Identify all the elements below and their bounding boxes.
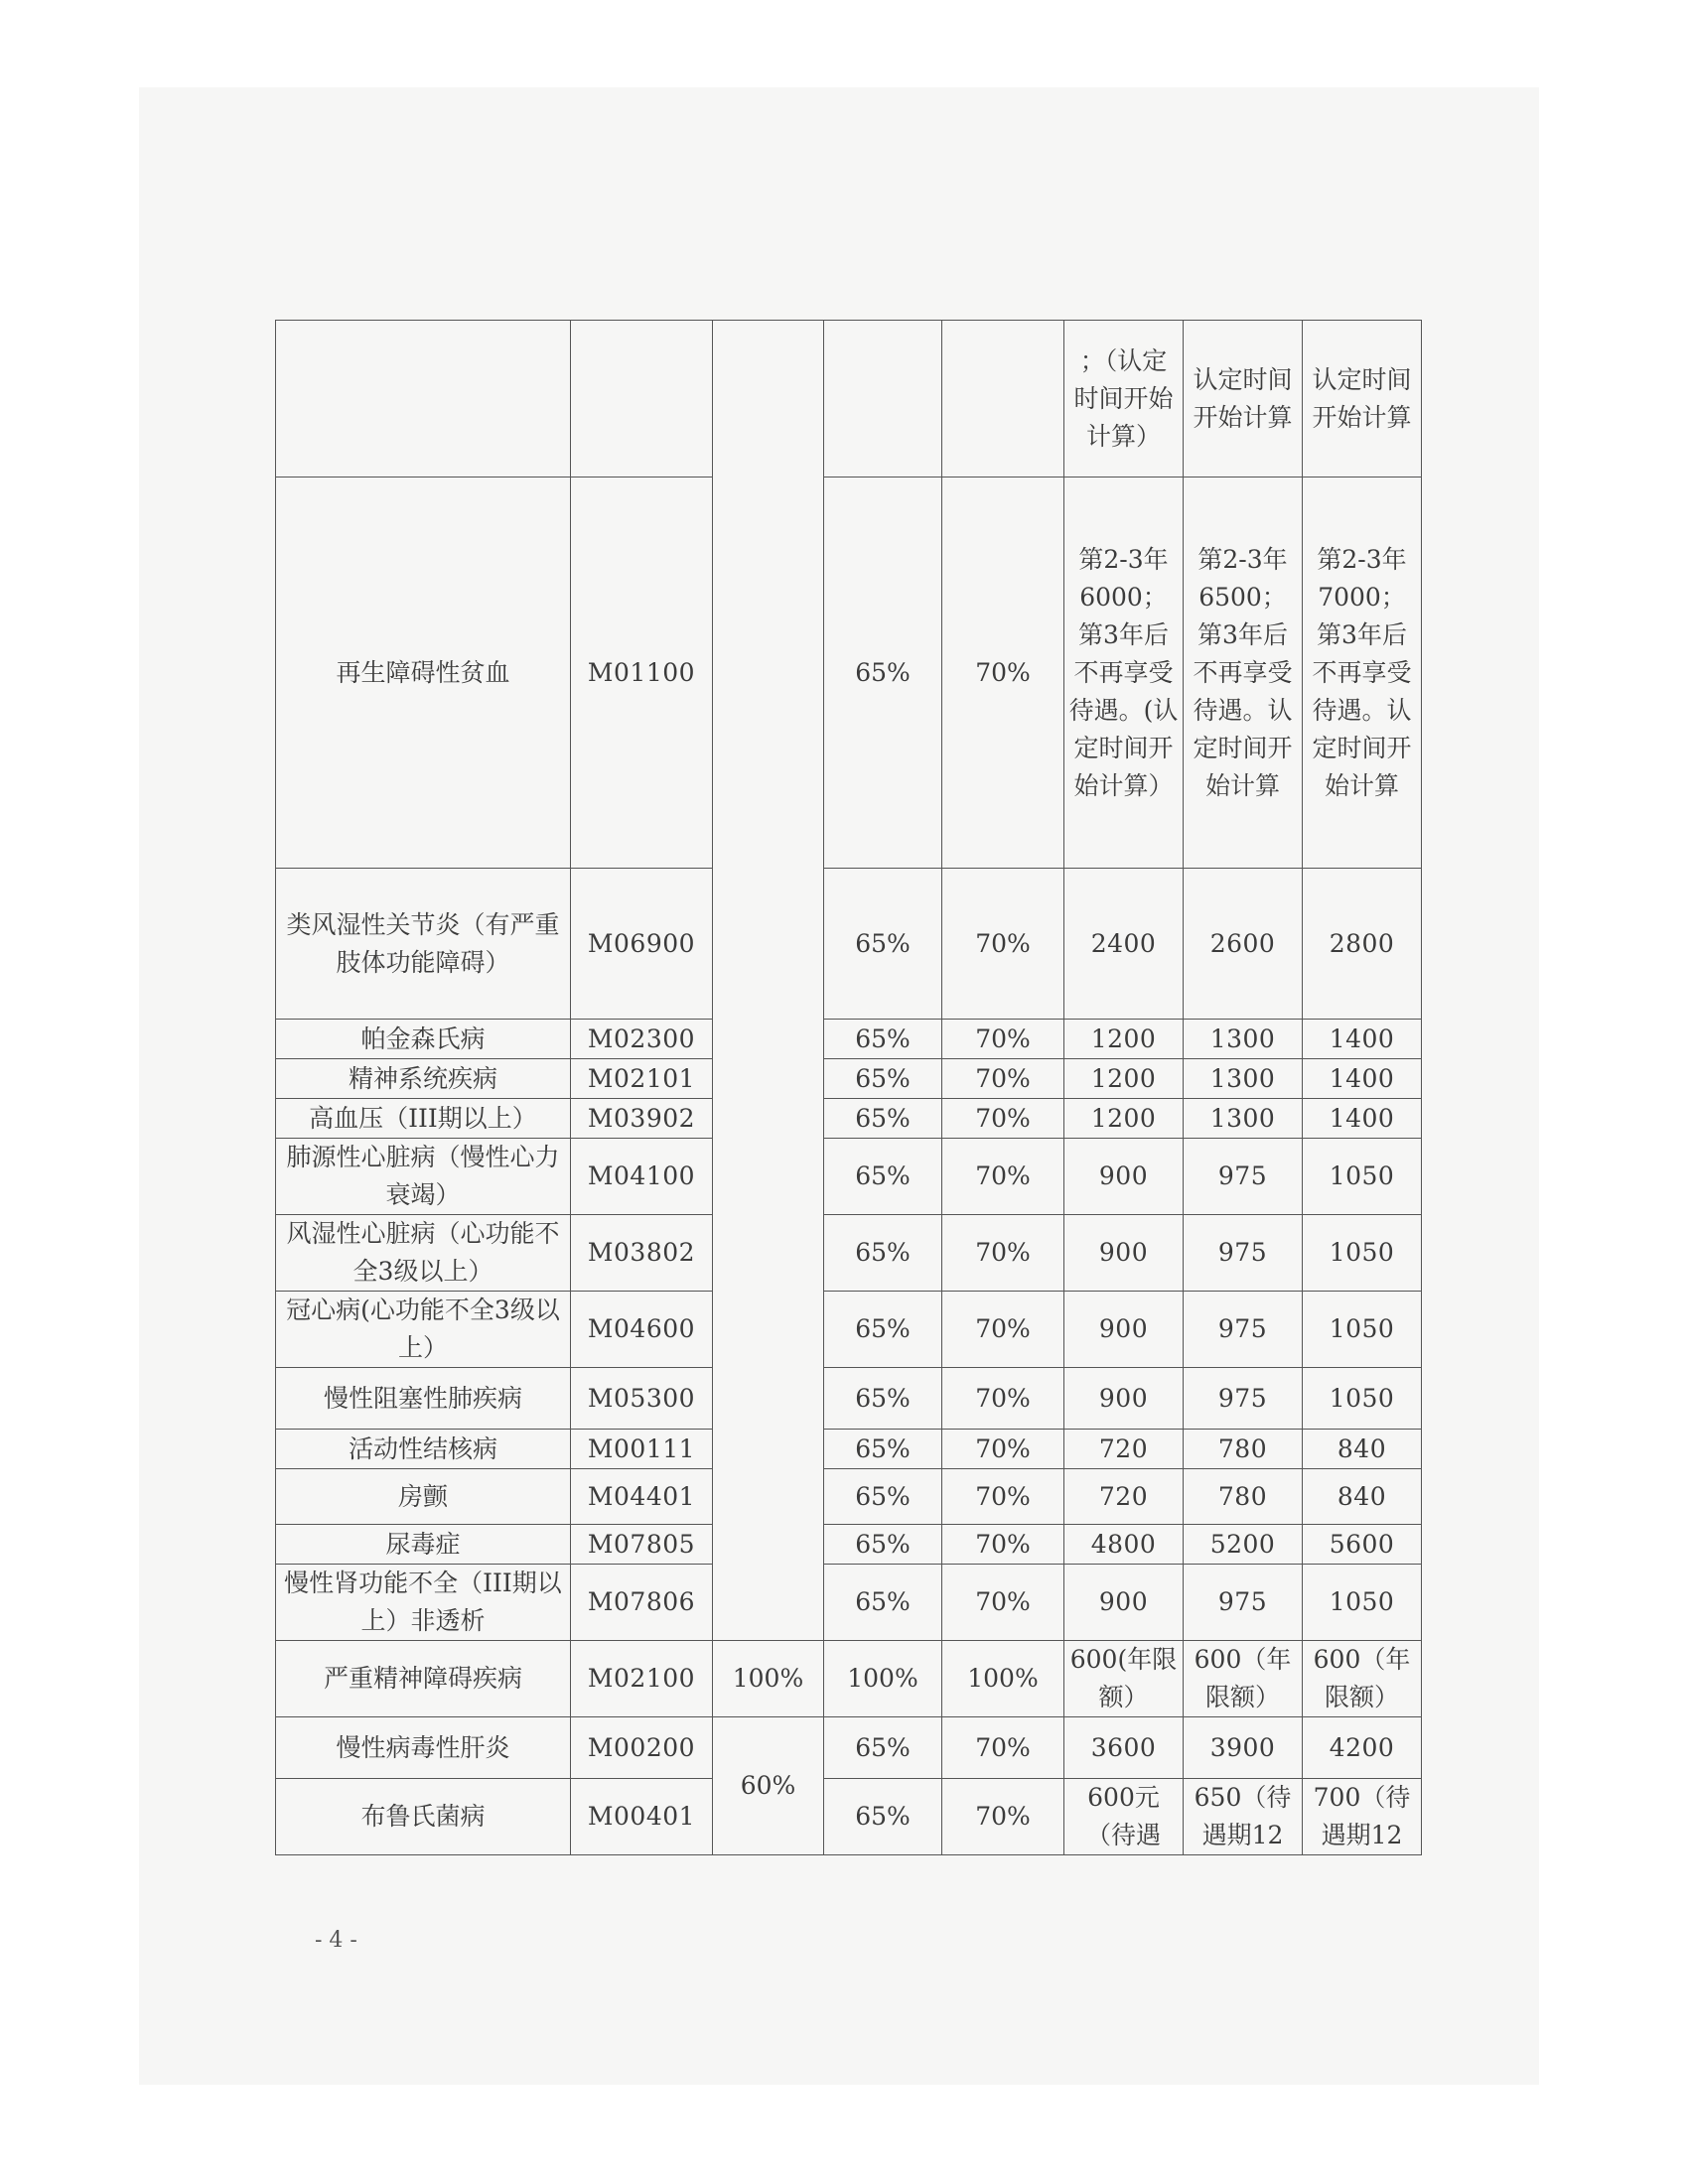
code-cell: M04100 xyxy=(571,1139,713,1215)
limit-cell: 1400 xyxy=(1303,1059,1422,1099)
table-row xyxy=(276,1215,1422,1292)
limit-cell: 780 xyxy=(1184,1469,1303,1525)
limit-cell: 3600 xyxy=(1064,1717,1184,1779)
rate-cell: 65% xyxy=(824,1469,942,1525)
limit-cell: 600（年限额） xyxy=(1303,1641,1422,1717)
code-cell: M07805 xyxy=(571,1525,713,1565)
table-row xyxy=(276,1565,1422,1641)
limit-cell: 720 xyxy=(1064,1469,1184,1525)
limit-cell: 认定时间开始计算 xyxy=(1303,321,1422,478)
code-cell: M06900 xyxy=(571,869,713,1020)
disease-name-cell: 风湿性心脏病（心功能不全3级以上） xyxy=(276,1215,571,1292)
limit-cell: 720 xyxy=(1064,1430,1184,1469)
code-cell: M00401 xyxy=(571,1779,713,1855)
limit-cell: 4800 xyxy=(1064,1525,1184,1565)
limit-cell: 1200 xyxy=(1064,1020,1184,1059)
code-cell: M04600 xyxy=(571,1292,713,1368)
rate-cell: 70% xyxy=(942,1717,1064,1779)
code-cell: M02300 xyxy=(571,1020,713,1059)
limit-cell: 3900 xyxy=(1184,1717,1303,1779)
limit-cell: 600（年限额） xyxy=(1184,1641,1303,1717)
table-row xyxy=(276,1779,1422,1855)
disease-name-cell: 帕金森氏病 xyxy=(276,1020,571,1059)
rate-cell: 65% xyxy=(824,1215,942,1292)
disease-name-cell: 活动性结核病 xyxy=(276,1430,571,1469)
limit-cell: 4200 xyxy=(1303,1717,1422,1779)
rate-cell: 70% xyxy=(942,1779,1064,1855)
disease-name-cell: 精神系统疾病 xyxy=(276,1059,571,1099)
rate-cell xyxy=(942,321,1064,478)
code-cell: M03902 xyxy=(571,1099,713,1139)
rate-cell: 65% xyxy=(824,1059,942,1099)
table-row xyxy=(276,1292,1422,1368)
code-cell xyxy=(571,321,713,478)
limit-cell: 900 xyxy=(1064,1139,1184,1215)
code-cell: M04401 xyxy=(571,1469,713,1525)
limit-cell: 1300 xyxy=(1184,1059,1303,1099)
rate-cell: 70% xyxy=(942,1430,1064,1469)
limit-cell: 1050 xyxy=(1303,1292,1422,1368)
limit-cell: 840 xyxy=(1303,1430,1422,1469)
limit-cell: 1300 xyxy=(1184,1020,1303,1059)
disease-name-cell: 高血压（III期以上） xyxy=(276,1099,571,1139)
limit-cell: 900 xyxy=(1064,1368,1184,1430)
code-cell: M01100 xyxy=(571,478,713,869)
rate-cell: 70% xyxy=(942,869,1064,1020)
merged-pct-cell-bottom: 60% xyxy=(713,1717,824,1855)
rate-cell xyxy=(824,321,942,478)
table-row xyxy=(276,321,1422,478)
limit-cell: 1200 xyxy=(1064,1099,1184,1139)
table-row xyxy=(276,1099,1422,1139)
limit-cell: 第2-3年7000；第3年后不再享受待遇。认定时间开始计算 xyxy=(1303,478,1422,869)
limit-cell: 5600 xyxy=(1303,1525,1422,1565)
limit-cell: 975 xyxy=(1184,1368,1303,1430)
limit-cell: 975 xyxy=(1184,1292,1303,1368)
limit-cell: 1400 xyxy=(1303,1020,1422,1059)
table-row xyxy=(276,1139,1422,1215)
rate-cell: 65% xyxy=(824,1430,942,1469)
pct-cell: 100% xyxy=(713,1641,824,1717)
rate-cell: 70% xyxy=(942,1292,1064,1368)
rate-cell: 65% xyxy=(824,1020,942,1059)
table-row xyxy=(276,1059,1422,1099)
limit-cell: 1050 xyxy=(1303,1215,1422,1292)
limit-cell: 780 xyxy=(1184,1430,1303,1469)
limit-cell: 975 xyxy=(1184,1565,1303,1641)
table-row xyxy=(276,478,1422,869)
table-row xyxy=(276,1469,1422,1525)
limit-cell: 1400 xyxy=(1303,1099,1422,1139)
rate-cell: 70% xyxy=(942,1020,1064,1059)
limit-cell: 1300 xyxy=(1184,1099,1303,1139)
code-cell: M02100 xyxy=(571,1641,713,1717)
code-cell: M00111 xyxy=(571,1430,713,1469)
limit-cell: 2400 xyxy=(1064,869,1184,1020)
page-number: - 4 - xyxy=(315,1928,357,1953)
limit-cell: 700（待遇期12 xyxy=(1303,1779,1422,1855)
limit-cell: 认定时间开始计算 xyxy=(1184,321,1303,478)
rate-cell: 70% xyxy=(942,1099,1064,1139)
code-cell: M02101 xyxy=(571,1059,713,1099)
rate-cell: 65% xyxy=(824,869,942,1020)
limit-cell: 600(年限额） xyxy=(1064,1641,1184,1717)
disease-name-cell: 再生障碍性贫血 xyxy=(276,478,571,869)
rate-cell: 70% xyxy=(942,1368,1064,1430)
chronic-disease-table xyxy=(275,320,1422,1855)
limit-cell: 1050 xyxy=(1303,1368,1422,1430)
limit-cell: 1200 xyxy=(1064,1059,1184,1099)
table-row xyxy=(276,1430,1422,1469)
disease-name-cell: 肺源性心脏病（慢性心力衰竭） xyxy=(276,1139,571,1215)
limit-cell: 2800 xyxy=(1303,869,1422,1020)
limit-cell: 900 xyxy=(1064,1215,1184,1292)
table-row xyxy=(276,1368,1422,1430)
table-row xyxy=(276,1525,1422,1565)
code-cell: M07806 xyxy=(571,1565,713,1641)
limit-cell: 900 xyxy=(1064,1565,1184,1641)
rate-cell: 65% xyxy=(824,1099,942,1139)
disease-name-cell: 布鲁氏菌病 xyxy=(276,1779,571,1855)
disease-name-cell xyxy=(276,321,571,478)
rate-cell: 65% xyxy=(824,1368,942,1430)
table-row xyxy=(276,1641,1422,1717)
rate-cell: 70% xyxy=(942,1525,1064,1565)
rate-cell: 65% xyxy=(824,1565,942,1641)
rate-cell: 70% xyxy=(942,478,1064,869)
disease-name-cell: 慢性肾功能不全（III期以上）非透析 xyxy=(276,1565,571,1641)
rate-cell: 65% xyxy=(824,1717,942,1779)
limit-cell: 1050 xyxy=(1303,1565,1422,1641)
table-row xyxy=(276,869,1422,1020)
limit-cell: 第2-3年6000；第3年后不再享受待遇。(认定时间开始计算） xyxy=(1064,478,1184,869)
limit-cell: 650（待遇期12 xyxy=(1184,1779,1303,1855)
rate-cell: 70% xyxy=(942,1565,1064,1641)
merged-pct-cell xyxy=(713,321,824,1641)
rate-cell: 65% xyxy=(824,1525,942,1565)
rate-cell: 70% xyxy=(942,1139,1064,1215)
code-cell: M00200 xyxy=(571,1717,713,1779)
rate-cell: 70% xyxy=(942,1215,1064,1292)
disease-name-cell: 慢性病毒性肝炎 xyxy=(276,1717,571,1779)
table-row xyxy=(276,1020,1422,1059)
limit-cell: 2600 xyxy=(1184,869,1303,1020)
limit-cell: 第2-3年6500；第3年后不再享受待遇。认定时间开始计算 xyxy=(1184,478,1303,869)
disease-name-cell: 房颤 xyxy=(276,1469,571,1525)
rate-cell: 100% xyxy=(824,1641,942,1717)
limit-cell: ；（认定时间开始计算） xyxy=(1064,321,1184,478)
rate-cell: 65% xyxy=(824,1139,942,1215)
limit-cell: 900 xyxy=(1064,1292,1184,1368)
limit-cell: 975 xyxy=(1184,1215,1303,1292)
rate-cell: 65% xyxy=(824,1779,942,1855)
limit-cell: 1050 xyxy=(1303,1139,1422,1215)
rate-cell: 65% xyxy=(824,478,942,869)
table-row xyxy=(276,1717,1422,1779)
limit-cell: 600元（待遇 xyxy=(1064,1779,1184,1855)
rate-cell: 100% xyxy=(942,1641,1064,1717)
limit-cell: 975 xyxy=(1184,1139,1303,1215)
disease-name-cell: 严重精神障碍疾病 xyxy=(276,1641,571,1717)
rate-cell: 65% xyxy=(824,1292,942,1368)
disease-name-cell: 尿毒症 xyxy=(276,1525,571,1565)
limit-cell: 5200 xyxy=(1184,1525,1303,1565)
disease-name-cell: 慢性阻塞性肺疾病 xyxy=(276,1368,571,1430)
limit-cell: 840 xyxy=(1303,1469,1422,1525)
code-cell: M03802 xyxy=(571,1215,713,1292)
rate-cell: 70% xyxy=(942,1469,1064,1525)
code-cell: M05300 xyxy=(571,1368,713,1430)
rate-cell: 70% xyxy=(942,1059,1064,1099)
disease-name-cell: 类风湿性关节炎（有严重肢体功能障碍） xyxy=(276,869,571,1020)
disease-name-cell: 冠心病(心功能不全3级以上） xyxy=(276,1292,571,1368)
